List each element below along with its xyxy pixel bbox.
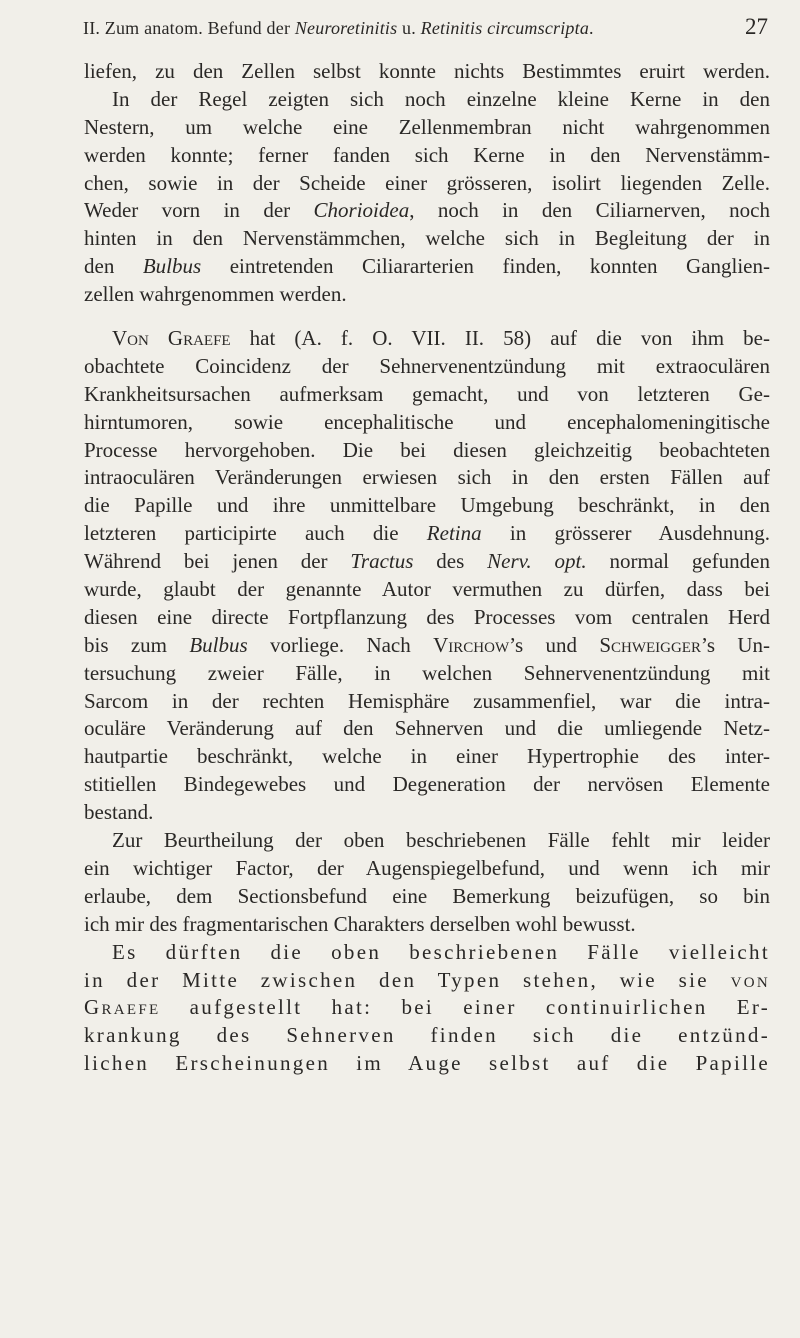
text-line: intraoculären Veränderungen erwiesen sich in den ersten Fällen auf <box>84 465 770 490</box>
text-line: oculäre Veränderung auf den Sehnerven und die umliegende Netz- <box>84 716 770 741</box>
text-line: den Bulbus eintretenden Ciliararterien finden, konnten Ganglien- <box>84 254 770 279</box>
text-line: Sarcom in der rechten Hemisphäre zusammenfiel, war die intra- <box>84 688 770 713</box>
text-line-spaced: krankung des Sehnerven finden sich die entzünd- <box>84 1023 770 1048</box>
text-line-spaced: Es dürften die oben beschriebenen Fälle vielleicht <box>112 939 770 964</box>
text-line: hirntumoren, sowie encephalitische und encephalomeningitische <box>84 409 770 434</box>
running-header <box>83 14 768 46</box>
text-line: Weder vorn in der Chorioidea, noch in den Ciliarnerven, noch <box>84 198 770 223</box>
text-line-spaced: lichen Erscheinungen im Auge selbst auf die Papille <box>84 1051 770 1076</box>
text-line: Krankheitsursachen aufmerksam gemacht, und von letzteren Ge- <box>84 381 770 406</box>
text-line: ein wichtiger Factor, der Augenspiegelbefund, und wenn ich mir <box>84 855 770 880</box>
body-text <box>84 58 770 1078</box>
text-line: In der Regel zeigten sich noch einzelne kleine Kerne in den <box>112 86 770 111</box>
text-line: Processe hervorgehoben. Die bei diesen gleichzeitig beobachteten <box>84 437 770 462</box>
text-line: Nestern, um welche eine Zellenmembran nicht wahrgenommen <box>84 114 770 139</box>
text-line: obachtete Coincidenz der Sehnervenentzündung mit extraoculären <box>84 353 770 378</box>
text-line: die Papille und ihre unmittelbare Umgebung beschränkt, in den <box>84 493 770 518</box>
text-line: Von Graefe hat (A. f. O. VII. II. 58) auf die von ihm be- <box>112 326 770 351</box>
text-line-spaced: in der Mitte zwischen den Typen stehen, wie sie von <box>84 967 770 992</box>
header-title: II. Zum anatom. Befund der Neuroretinitis u. Retinitis circumscripta. <box>83 18 594 38</box>
text-line: hautpartie beschränkt, welche in einer Hypertrophie des inter- <box>84 744 770 769</box>
text-line: zellen wahrgenommen werden. <box>84 282 347 307</box>
text-line: Zur Beurtheilung der oben beschriebenen Fälle fehlt mir leider <box>112 828 770 853</box>
text-line: liefen, zu den Zellen selbst konnte nichts Bestimmtes eruirt werden. <box>84 59 770 83</box>
text-line: bestand. <box>84 800 154 825</box>
text-line: tersuchung zweier Fälle, in welchen Sehnervenentzündung mit <box>84 660 770 685</box>
text-line: wurde, glaubt der genannte Autor vermuthen zu dürfen, dass bei <box>84 577 770 602</box>
text-line: bis zum Bulbus vorliege. Nach Virchow’s und Schweigger’s Un- <box>84 632 770 657</box>
page-number: 27 <box>745 14 768 39</box>
text-line: diesen eine directe Fortpflanzung des Processes vom centralen Herd <box>84 604 770 629</box>
text-line: chen, sowie in der Scheide einer grösseren, isolirt liegenden Zelle. <box>84 170 770 195</box>
text-line: letzteren participirte auch die Retina in grösserer Ausdehnung. <box>84 521 770 546</box>
text-line-spaced: Graefe aufgestellt hat: bei einer continuirlichen Er- <box>84 995 770 1020</box>
text-line: ich mir des fragmentarischen Charakters derselben wohl bewusst. <box>84 911 636 936</box>
text-line: hinten in den Nervenstämmchen, welche sich in Begleitung der in <box>84 226 770 251</box>
text-line: erlaube, dem Sectionsbefund eine Bemerkung beizufügen, so bin <box>84 883 770 908</box>
text-line: werden konnte; ferner fanden sich Kerne in den Nervenstämm- <box>84 142 770 167</box>
text-line: stitiellen Bindegewebes und Degeneration der nervösen Elemente <box>84 772 770 797</box>
text-line: Während bei jenen der Tractus des Nerv. opt. normal gefunden <box>84 549 770 574</box>
